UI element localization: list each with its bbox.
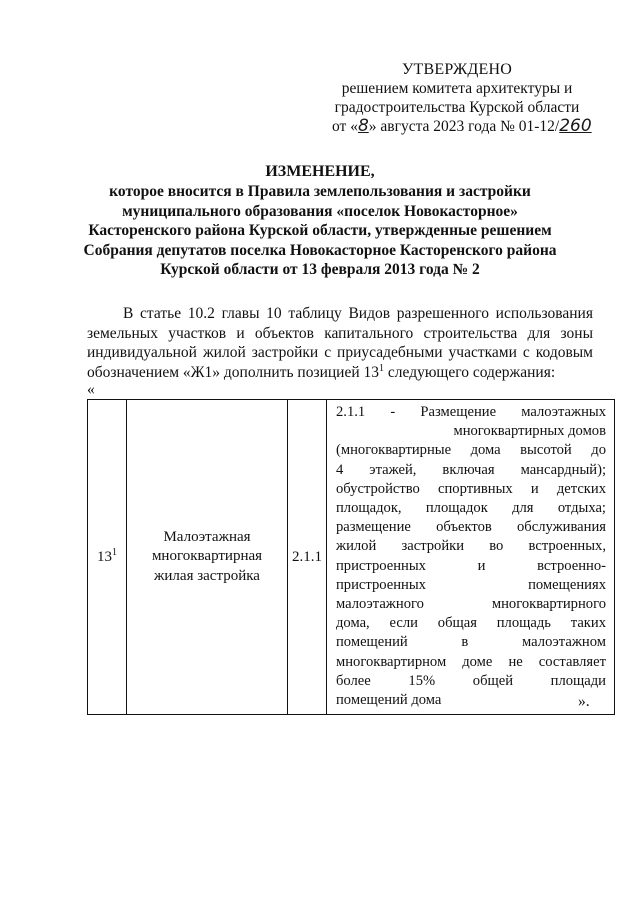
description-line: размещение объектов обслуживания [336,519,606,536]
document-title [70,162,570,279]
paragraph-line-4-tail: следующего содержания: [384,363,556,381]
description-line: многоквартирном доме не составляет [336,653,606,670]
approval-line-1: решением комитета архитектуры и [341,80,573,97]
approval-date-line [332,116,592,136]
position-number: 13 [97,548,112,565]
position-superscript: 1 [379,362,385,374]
paragraph-line [87,363,593,383]
description-line: многоквартирных домов [453,423,606,440]
description-line: малоэтажного многоквартирного [336,596,606,613]
paragraph-line: В статье 10.2 главы 10 таблицу Видов разрешенного использования [123,305,593,322]
opening-quote: « [87,381,95,398]
use-name-cell [127,400,288,715]
description-line: более 15% общей площади [336,672,606,689]
description-line: 4 этажей, включая мансардный); [336,461,606,478]
closing-quote: ». [578,693,590,710]
approval-block [332,60,592,136]
paragraph-line: земельных участков и объектов капитального строительства для зоны [87,324,593,342]
insertion-table [87,399,615,715]
table-row [88,400,615,715]
description-line: помещений в малоэтажном [336,634,606,651]
description-line: жилой застройки во встроенных, [336,538,606,555]
use-name-line: многоквартирная [151,548,263,565]
paragraph-line: индивидуальной жилой застройки с приусадебными участками с кодовым [87,344,593,362]
description-line: помещений дома [336,692,442,709]
use-description-cell [327,400,615,715]
title-heading: ИЗМЕНЕНИЕ, [265,163,375,180]
use-name-line: жилая застройка [154,567,260,584]
approval-line-2: градостроительства Курской области [334,99,580,116]
approval-date-day: 8 [357,116,369,136]
description-line: дома, если общая площадь таких [336,615,606,632]
description-line: площадок, площадок для отдыха; [336,500,606,517]
approval-date-prefix: от « [332,118,358,135]
body-paragraph [87,304,593,382]
title-line: Курской области от 13 февраля 2013 года № 2 [160,261,480,279]
approval-heading: УТВЕРЖДЕНО [401,61,512,78]
description-line: пристроенных и встроенно- [336,557,606,574]
approval-date-mid: » августа 2023 года № 01-12/ [368,118,560,135]
use-name-line: Малоэтажная [163,528,251,545]
position-number-cell [88,400,127,715]
position-number-sup: 1 [112,546,117,558]
use-code-cell: 2.1.1 [288,400,327,715]
title-line: муниципального образования «поселок Новокасторное» [122,202,518,220]
paragraph-line-4-text: обозначением «Ж1» дополнить позицией 13 [87,363,380,381]
title-line: которое вносится в Правила землепользования и застройки [109,183,531,201]
title-line: Касторенского района Курской области, утвержденные решением [88,222,552,240]
description-line: пристроенных помещениях [336,576,606,593]
description-line: обустройство спортивных и детских [336,480,606,497]
description-line: 2.1.1 - Размещение малоэтажных [336,404,606,420]
approval-doc-number: 260 [559,116,592,136]
description-line: (многоквартирные дома высотой до [336,442,606,459]
title-line: Собрания депутатов поселка Новокасторное Касторенского района [83,241,557,259]
